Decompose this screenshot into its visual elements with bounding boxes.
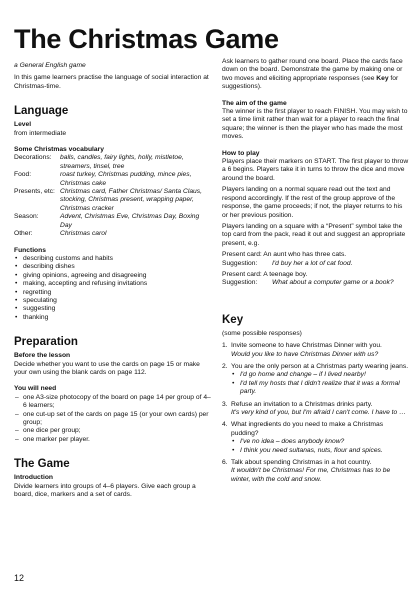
- vocab-items: Christmas card, Father Christmas/ Santa Claus, stocking, Christmas present, wrapping paper, Christmas cracker: [60, 188, 202, 212]
- example2-card: Present card: A teenage boy.: [222, 270, 308, 278]
- introduction-text: Divide learners into groups of 4–6 players. Give each group a board, dice, markers and a set of cards.: [14, 482, 196, 499]
- example2-label: Suggestion:: [222, 279, 258, 287]
- how-to-play-heading: How to play: [222, 149, 260, 157]
- key-item-body: [231, 421, 410, 455]
- subtitle: a General English game: [14, 62, 86, 69]
- vocab-row: [14, 188, 212, 213]
- example1-text: I'd buy her a lot of cat food.: [272, 259, 353, 267]
- key-item: [222, 342, 410, 359]
- key-answer: • I've no idea – does anybody know?: [231, 438, 410, 446]
- function-item: • thanking: [14, 314, 212, 322]
- example2-text: What about a computer game or a book?: [272, 279, 394, 287]
- level-heading: Level: [14, 121, 32, 129]
- aim-text: The winner is the first player to reach FINISH. You may wish to set a time limit rather than wait for a player to reach the final square; the winner is then the player who has made the most moves.: [222, 108, 408, 141]
- need-item: – one cut-up set of the cards on page 15 (or your own cards) per group;: [14, 411, 212, 428]
- how-to-play-p3: Players landing on a square with a “Present” symbol take the top card from the pack, read it out and suggest an appropriate present, e.g.: [222, 222, 406, 247]
- function-item: • regretting: [14, 289, 212, 297]
- you-will-need-list: [14, 394, 212, 444]
- gather-text-b: for suggestions).: [222, 74, 399, 91]
- key-reference: Key: [376, 74, 389, 82]
- function-item: • giving opinions, agreeing and disagreeing: [14, 272, 212, 280]
- before-lesson-heading: Before the lesson: [14, 352, 71, 360]
- vocab-heading: Some Christmas vocabulary: [14, 146, 104, 154]
- key-item: [222, 401, 410, 418]
- function-item: • describing dishes: [14, 263, 212, 271]
- need-item: – one A3-size photocopy of the board on page 14 per group of 4–6 learners;: [14, 394, 212, 411]
- level-text: from intermediate: [14, 129, 67, 137]
- need-item: – one dice per group;: [14, 427, 212, 435]
- before-lesson-text: Decide whether you want to use the cards on page 15 or make your own using the blank cards on page 112.: [14, 360, 200, 376]
- key-item-number: 1.: [222, 342, 228, 350]
- vocab-category: Season:: [14, 213, 39, 221]
- vocab-list: [14, 154, 212, 238]
- key-note: (some possible responses): [222, 329, 302, 337]
- left-column: [14, 62, 212, 499]
- page-title: The Christmas Game: [14, 24, 279, 54]
- key-item: [222, 363, 410, 397]
- key-answer: • I think you need sultanas, nuts, flour and spices.: [231, 447, 410, 455]
- key-item-body: [231, 401, 410, 418]
- vocab-row: [14, 213, 212, 230]
- key-item-prompt: What ingredients do you need to make a Christmas pudding?: [231, 421, 384, 437]
- vocab-items: Advent, Christmas Eve, Christmas Day, Boxing Day: [60, 213, 200, 229]
- page-number: 12: [14, 573, 25, 583]
- function-item: • suggesting: [14, 305, 212, 313]
- key-item-number: 3.: [222, 400, 228, 408]
- vocab-category: Food:: [14, 171, 32, 179]
- gather-text-a: Ask learners to gather round one board. Place the cards face down on the board. Demonstrate the game by making one or two moves and eliciting appropriate responses (see: [222, 58, 403, 82]
- gather-text: [222, 58, 410, 92]
- key-item-body: [231, 459, 410, 484]
- key-list: [222, 342, 410, 484]
- key-answer: • I'd go home and change – if I lived nearby!: [231, 371, 410, 379]
- function-item: • speculating: [14, 297, 212, 305]
- key-answer: It's very kind of you, but I'm afraid I can't come. I have to …: [231, 409, 406, 416]
- language-heading: Language: [14, 105, 69, 118]
- key-answer: Would you like to have Christmas Dinner with us?: [231, 350, 379, 358]
- function-item: • describing customs and habits: [14, 255, 212, 263]
- functions-heading: Functions: [14, 246, 46, 254]
- introduction-heading: Introduction: [14, 474, 54, 482]
- key-item-answers: [231, 438, 410, 455]
- key-item-number: 4.: [222, 421, 228, 429]
- key-item-prompt: You are the only person at a Christmas party wearing jeans.: [231, 362, 409, 370]
- functions-list: [14, 255, 212, 322]
- vocab-items: balls, candles, fairy lights, holly, mistletoe, streamers, tinsel, tree: [60, 154, 184, 170]
- key-item-prompt: Talk about spending Christmas in a hot country.: [231, 459, 372, 467]
- key-item-prompt: Invite someone to have Christmas Dinner with you.: [231, 342, 382, 350]
- you-will-need-heading: You will need: [14, 385, 57, 393]
- vocab-items: Christmas carol: [60, 230, 107, 238]
- vocab-row: [14, 230, 212, 238]
- example1-label: Suggestion:: [222, 259, 258, 267]
- aim-heading: The aim of the game: [222, 99, 287, 107]
- vocab-items: roast turkey, Christmas pudding, mince pies, Christmas cake: [60, 171, 192, 187]
- key-item-body: [231, 342, 410, 359]
- how-to-play-p2: Players landing on a normal square read out the text and respond accordingly. If the rest of the group approve of the response, the game proceeds; if not, the player returns to his or her previous position.: [222, 186, 403, 219]
- example1-suggestion: [222, 260, 410, 268]
- need-item: – one marker per player.: [14, 436, 212, 444]
- preparation-heading: Preparation: [14, 336, 78, 349]
- example1-card: Present card: An aunt who has three cats.: [222, 251, 347, 259]
- vocab-row: [14, 154, 212, 171]
- vocab-category: Other:: [14, 230, 33, 238]
- intro-text: In this game learners practise the language of social interaction at Christmas-time.: [14, 74, 209, 90]
- key-heading: Key: [222, 313, 244, 326]
- key-answer: It wouldn't be Christmas! For me, Christmas has to be winter, with the cold and snow.: [231, 467, 391, 483]
- key-item-prompt: Refuse an invitation to a Christmas drinks party.: [231, 400, 373, 408]
- key-answer: • I'd tell my hosts that I didn't realize that it was a formal party.: [231, 380, 410, 397]
- key-item: [222, 421, 410, 455]
- example2-suggestion: [222, 279, 410, 287]
- vocab-category: Decorations:: [14, 154, 52, 162]
- the-game-heading: The Game: [14, 458, 70, 471]
- how-to-play-p1: Players place their markers on START. The first player to throw a 6 begins. Players take it in turns to throw the dice and move around the board.: [222, 158, 409, 182]
- vocab-row: [14, 171, 212, 188]
- right-column: [222, 58, 410, 484]
- function-item: • making, accepting and refusing invitations: [14, 280, 212, 288]
- vocab-category: Presents, etc:: [14, 188, 55, 196]
- key-item-body: [231, 363, 410, 397]
- key-item-number: 6.: [222, 459, 228, 467]
- key-item: [222, 459, 410, 484]
- key-item-number: 2.: [222, 362, 228, 370]
- key-item-answers: [231, 371, 410, 396]
